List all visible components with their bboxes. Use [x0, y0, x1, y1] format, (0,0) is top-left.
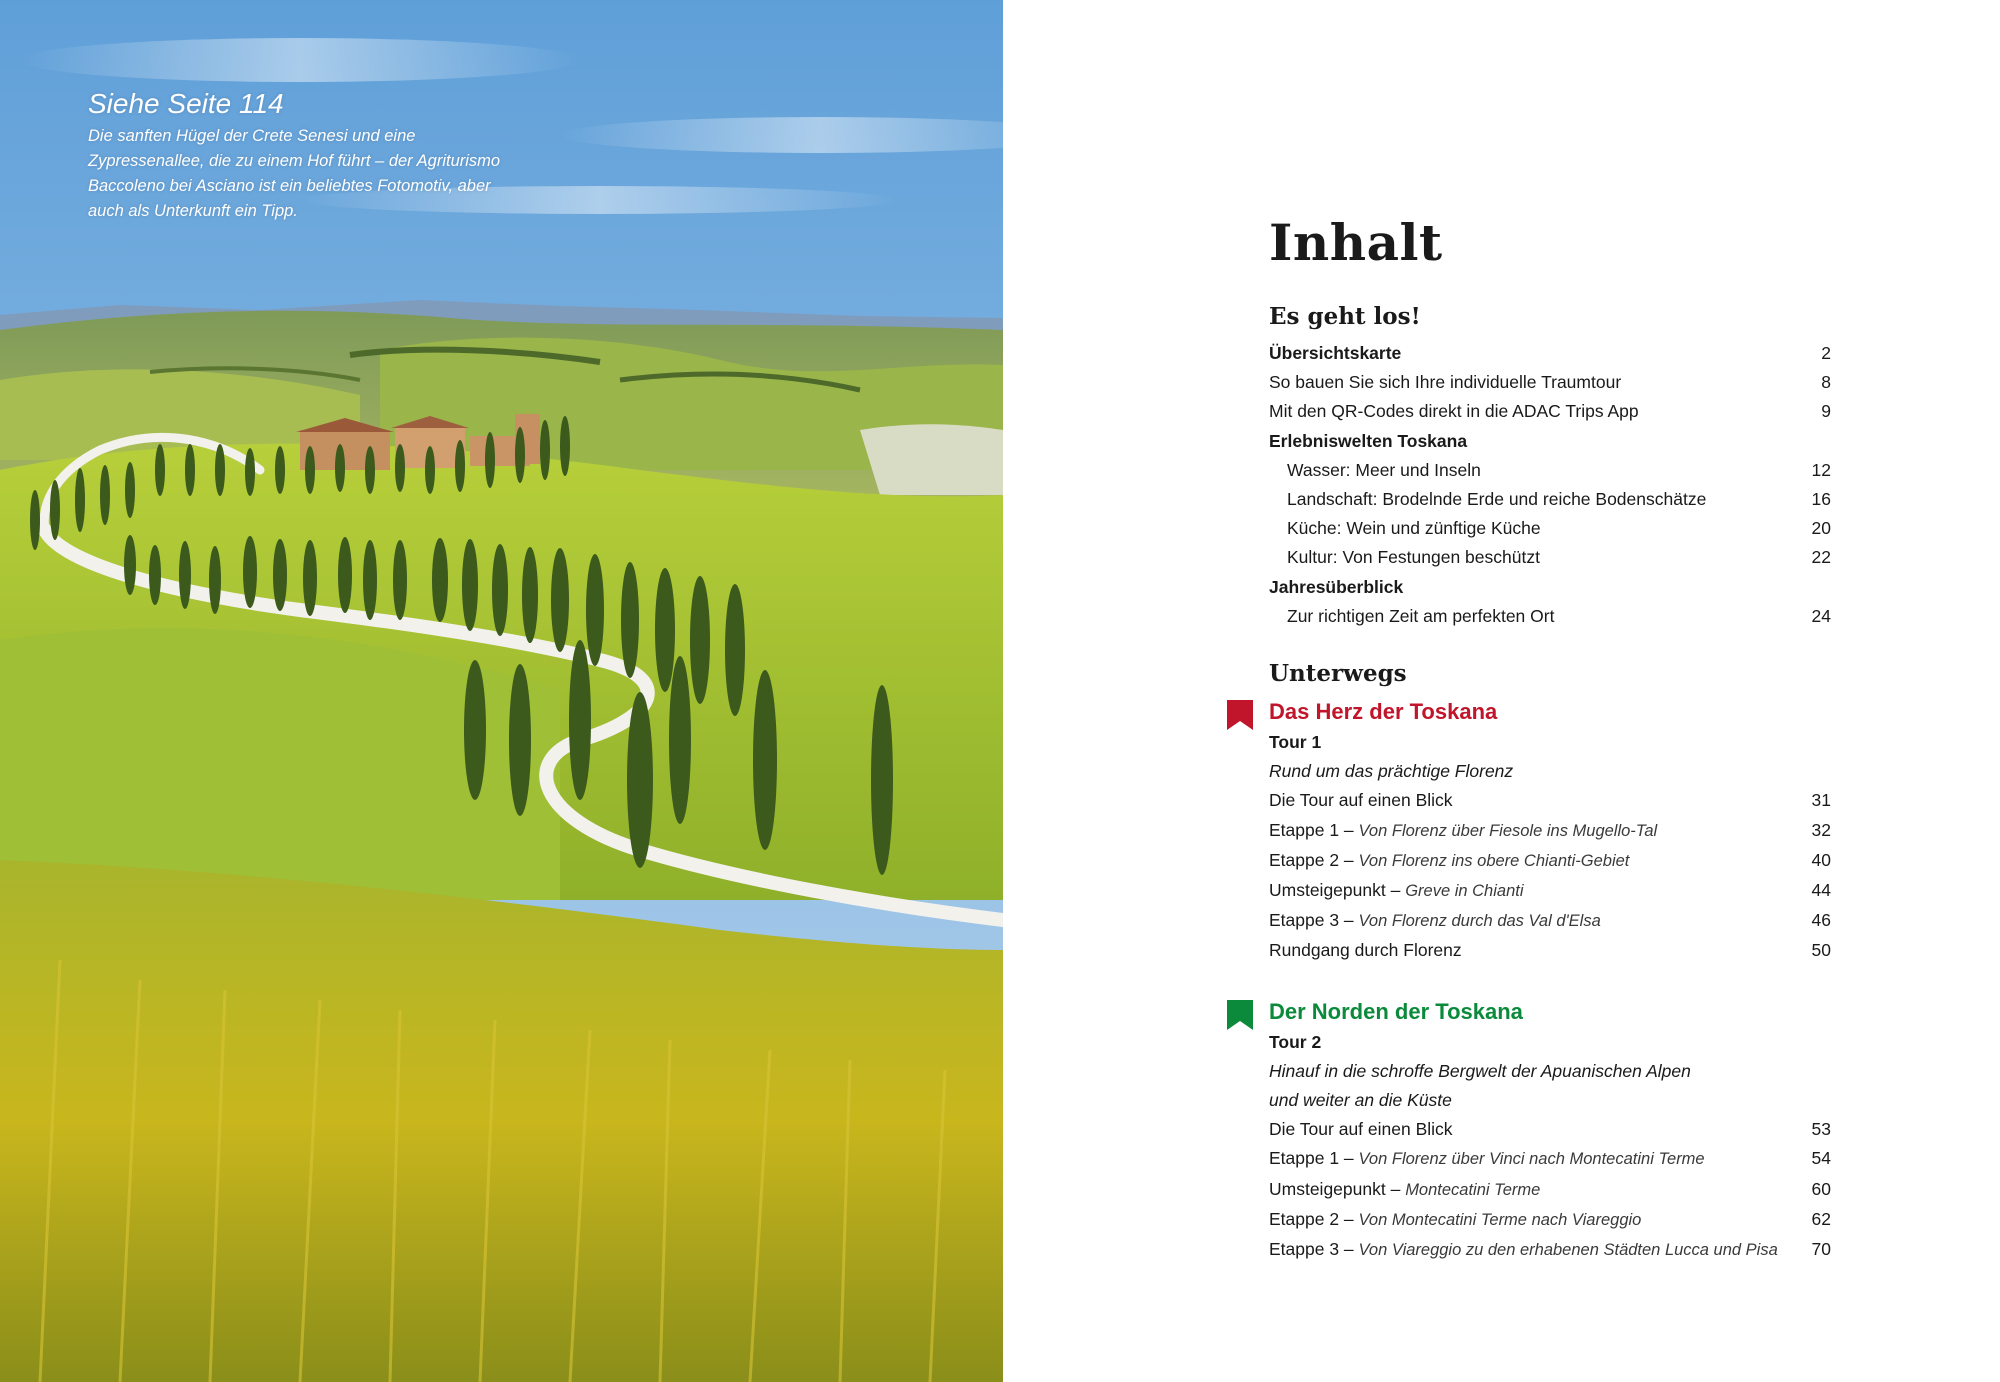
toc-entry[interactable]	[1269, 1057, 1831, 1086]
toc-entry-title	[1269, 573, 1801, 602]
toc-entry-text: Tour 1	[1269, 732, 1322, 753]
toc-entry-text: Tour 2	[1269, 1031, 1322, 1052]
toc-page-number: 20	[1811, 518, 1831, 539]
toc-entry[interactable]	[1269, 368, 1831, 397]
toc-entry-title	[1269, 1028, 1801, 1057]
toc-entry-title	[1269, 1175, 1801, 1205]
caption-text: Die sanften Hügel der Crete Senesi und eine Zypressenallee, die zu einem Hof führt – der Agriturismo Baccoleno bei Asciano ist ein beliebtes Fotomotiv, aber auch als Unterkunft ein Tipp.	[88, 127, 501, 220]
toc-entry-title	[1269, 456, 1801, 485]
toc-entry-title	[1269, 1144, 1801, 1174]
toc-entry-title	[1269, 602, 1801, 631]
toc-entry-text: So bauen Sie sich Ihre individuelle Traumtour	[1269, 372, 1622, 393]
section-entry-list	[1269, 339, 1831, 631]
toc-entry-title	[1269, 876, 1801, 906]
toc-entry-text: Mit den QR-Codes direkt in die ADAC Trips App	[1269, 401, 1639, 422]
toc-entry-text: Erlebniswelten Toskana	[1269, 430, 1468, 451]
toc-page-number: 62	[1811, 1208, 1831, 1229]
bookmark-flag-icon	[1227, 700, 1253, 730]
toc-page-number: 50	[1811, 940, 1831, 961]
toc-entry-text: Etappe 2 –	[1269, 1208, 1359, 1229]
toc-page-number: 46	[1811, 910, 1831, 931]
toc-entry[interactable]	[1269, 456, 1831, 485]
toc-entry-title	[1269, 1235, 1801, 1265]
toc-entry-text: Übersichtskarte	[1269, 343, 1402, 363]
toc-page	[1003, 0, 2000, 1382]
toc-entry-title	[1269, 1205, 1801, 1235]
toc-entry-subtitle: Von Montecatini Terme nach Viareggio	[1358, 1210, 1642, 1229]
toc-entry-title	[1269, 906, 1801, 936]
toc-entry-text: Etappe 1 –	[1269, 819, 1359, 840]
toc-entry[interactable]	[1269, 1028, 1831, 1057]
toc-entry-title	[1269, 757, 1801, 786]
bookmark-flag-icon	[1227, 1000, 1253, 1030]
toc-entry-text: Umsteigepunkt –	[1269, 1178, 1406, 1199]
toc-entry-title	[1269, 816, 1801, 846]
toc-entry-text: Etappe 1 –	[1269, 1148, 1359, 1169]
toc-entry-text: Zur richtigen Zeit am perfekten Ort	[1287, 605, 1555, 626]
toc-entry-text: Landschaft: Brodelnde Erde und reiche Bodenschätze	[1287, 489, 1707, 510]
tour-heading-label: Der Norden der Toskana	[1269, 998, 1523, 1024]
section-heading: Es geht los!	[1269, 303, 1421, 330]
toc-entry-subtitle: Von Florenz über Vinci nach Montecatini Terme	[1358, 1150, 1705, 1169]
toc-entry-title	[1269, 427, 1801, 456]
toc-entry-text: Rund um das prächtige Florenz	[1269, 761, 1514, 782]
toc-entry-subtitle: Greve in Chianti	[1405, 882, 1524, 901]
toc-entry[interactable]	[1269, 397, 1831, 426]
toc-entry-subtitle: Montecatini Terme	[1405, 1180, 1541, 1199]
toc-entry-subtitle: Von Viareggio zu den erhabenen Städten Lucca und Pisa	[1358, 1241, 1778, 1260]
toc-entry-title	[1269, 514, 1801, 543]
toc-entry-title	[1269, 1057, 1801, 1086]
toc-entry[interactable]	[1269, 846, 1831, 876]
toc-entry[interactable]	[1269, 906, 1831, 936]
toc-entry-text: Etappe 2 –	[1269, 849, 1359, 870]
toc-entry-subtitle: Von Florenz durch das Val d'Elsa	[1358, 912, 1601, 931]
toc-page-number: 16	[1811, 489, 1831, 510]
toc-page-number: 60	[1811, 1178, 1831, 1199]
toc-entry[interactable]	[1269, 602, 1831, 631]
toc-entry-title	[1269, 728, 1801, 757]
toc-entry[interactable]	[1269, 757, 1831, 786]
toc-entry-title	[1269, 786, 1801, 815]
toc-page-number: 54	[1811, 1148, 1831, 1169]
toc-entry-title	[1269, 397, 1801, 426]
toc-entry-text: Küche: Wein und zünftige Küche	[1287, 518, 1541, 539]
toc-entry[interactable]	[1269, 936, 1831, 965]
toc-page-number: 2	[1821, 343, 1831, 363]
toc-entry[interactable]	[1269, 1144, 1831, 1174]
toc-page-number: 53	[1811, 1119, 1831, 1140]
toc-page-number: 12	[1811, 459, 1831, 480]
toc-page-number: 70	[1811, 1239, 1831, 1260]
toc-entry[interactable]	[1269, 728, 1831, 757]
toc-entry-title	[1269, 368, 1801, 397]
toc-entry-text: und weiter an die Küste	[1269, 1090, 1452, 1111]
toc-entry-text: Die Tour auf einen Blick	[1269, 1119, 1453, 1140]
toc-entry[interactable]	[1269, 1115, 1831, 1144]
toc-entry-subtitle: Von Florenz ins obere Chianti-Gebiet	[1358, 851, 1630, 870]
toc-page-number: 40	[1811, 849, 1831, 870]
toc-entry[interactable]	[1269, 543, 1831, 572]
toc-entry-text: Jahresüberblick	[1269, 576, 1404, 597]
toc-entry-text: Etappe 3 –	[1269, 1239, 1359, 1260]
toc-entry-text: Etappe 3 –	[1269, 910, 1359, 931]
toc-entry[interactable]	[1269, 1175, 1831, 1205]
toc-entry[interactable]	[1269, 786, 1831, 815]
toc-entry[interactable]	[1269, 514, 1831, 543]
toc-entry-subtitle: Von Florenz über Fiesole ins Mugello-Tal	[1358, 821, 1658, 840]
toc-entry-text: Rundgang durch Florenz	[1269, 940, 1462, 961]
toc-entry[interactable]	[1269, 1235, 1831, 1265]
toc-entry[interactable]	[1269, 427, 1831, 456]
toc-entry-title	[1269, 339, 1801, 368]
toc-page-number: 24	[1811, 605, 1831, 626]
toc-title: Inhalt	[1269, 213, 1443, 272]
toc-page-number: 9	[1821, 401, 1831, 422]
toc-entry[interactable]	[1269, 485, 1831, 514]
toc-entry-title	[1269, 1086, 1801, 1115]
toc-entry[interactable]	[1269, 1086, 1831, 1115]
toc-entry-text: Die Tour auf einen Blick	[1269, 790, 1453, 811]
toc-entry-title	[1269, 543, 1801, 572]
toc-entry[interactable]	[1269, 816, 1831, 846]
tour-list	[1269, 696, 1831, 1265]
table-of-contents	[1269, 208, 1831, 1265]
toc-entry-title	[1269, 1115, 1801, 1144]
toc-entry-text: Kultur: Von Festungen beschützt	[1287, 547, 1540, 568]
toc-entry[interactable]	[1269, 573, 1831, 602]
toc-entry-title	[1269, 846, 1801, 876]
toc-entry[interactable]	[1269, 339, 1831, 368]
caption-title: Siehe Seite 114	[88, 88, 284, 119]
toc-entry-title	[1269, 485, 1801, 514]
toc-entry[interactable]	[1269, 876, 1831, 906]
toc-entry-text: Wasser: Meer und Inseln	[1287, 459, 1481, 480]
section-heading: Unterwegs	[1269, 660, 1407, 688]
toc-entry[interactable]	[1269, 1205, 1831, 1235]
tour-heading[interactable]	[1269, 996, 1831, 1028]
tour-heading[interactable]	[1269, 696, 1831, 728]
photo-caption	[88, 86, 528, 224]
toc-entry-title	[1269, 936, 1801, 965]
toc-page-number: 44	[1811, 880, 1831, 901]
toc-page-number: 31	[1811, 790, 1831, 811]
toc-entry-text: Umsteigepunkt –	[1269, 880, 1406, 901]
toc-entry-text: Hinauf in die schroffe Bergwelt der Apuanischen Alpen	[1269, 1060, 1691, 1081]
toc-page-number: 32	[1811, 819, 1831, 840]
toc-page-number: 8	[1821, 372, 1831, 393]
tour-heading-label: Das Herz der Toskana	[1269, 699, 1498, 725]
toc-page-number: 22	[1811, 547, 1831, 568]
